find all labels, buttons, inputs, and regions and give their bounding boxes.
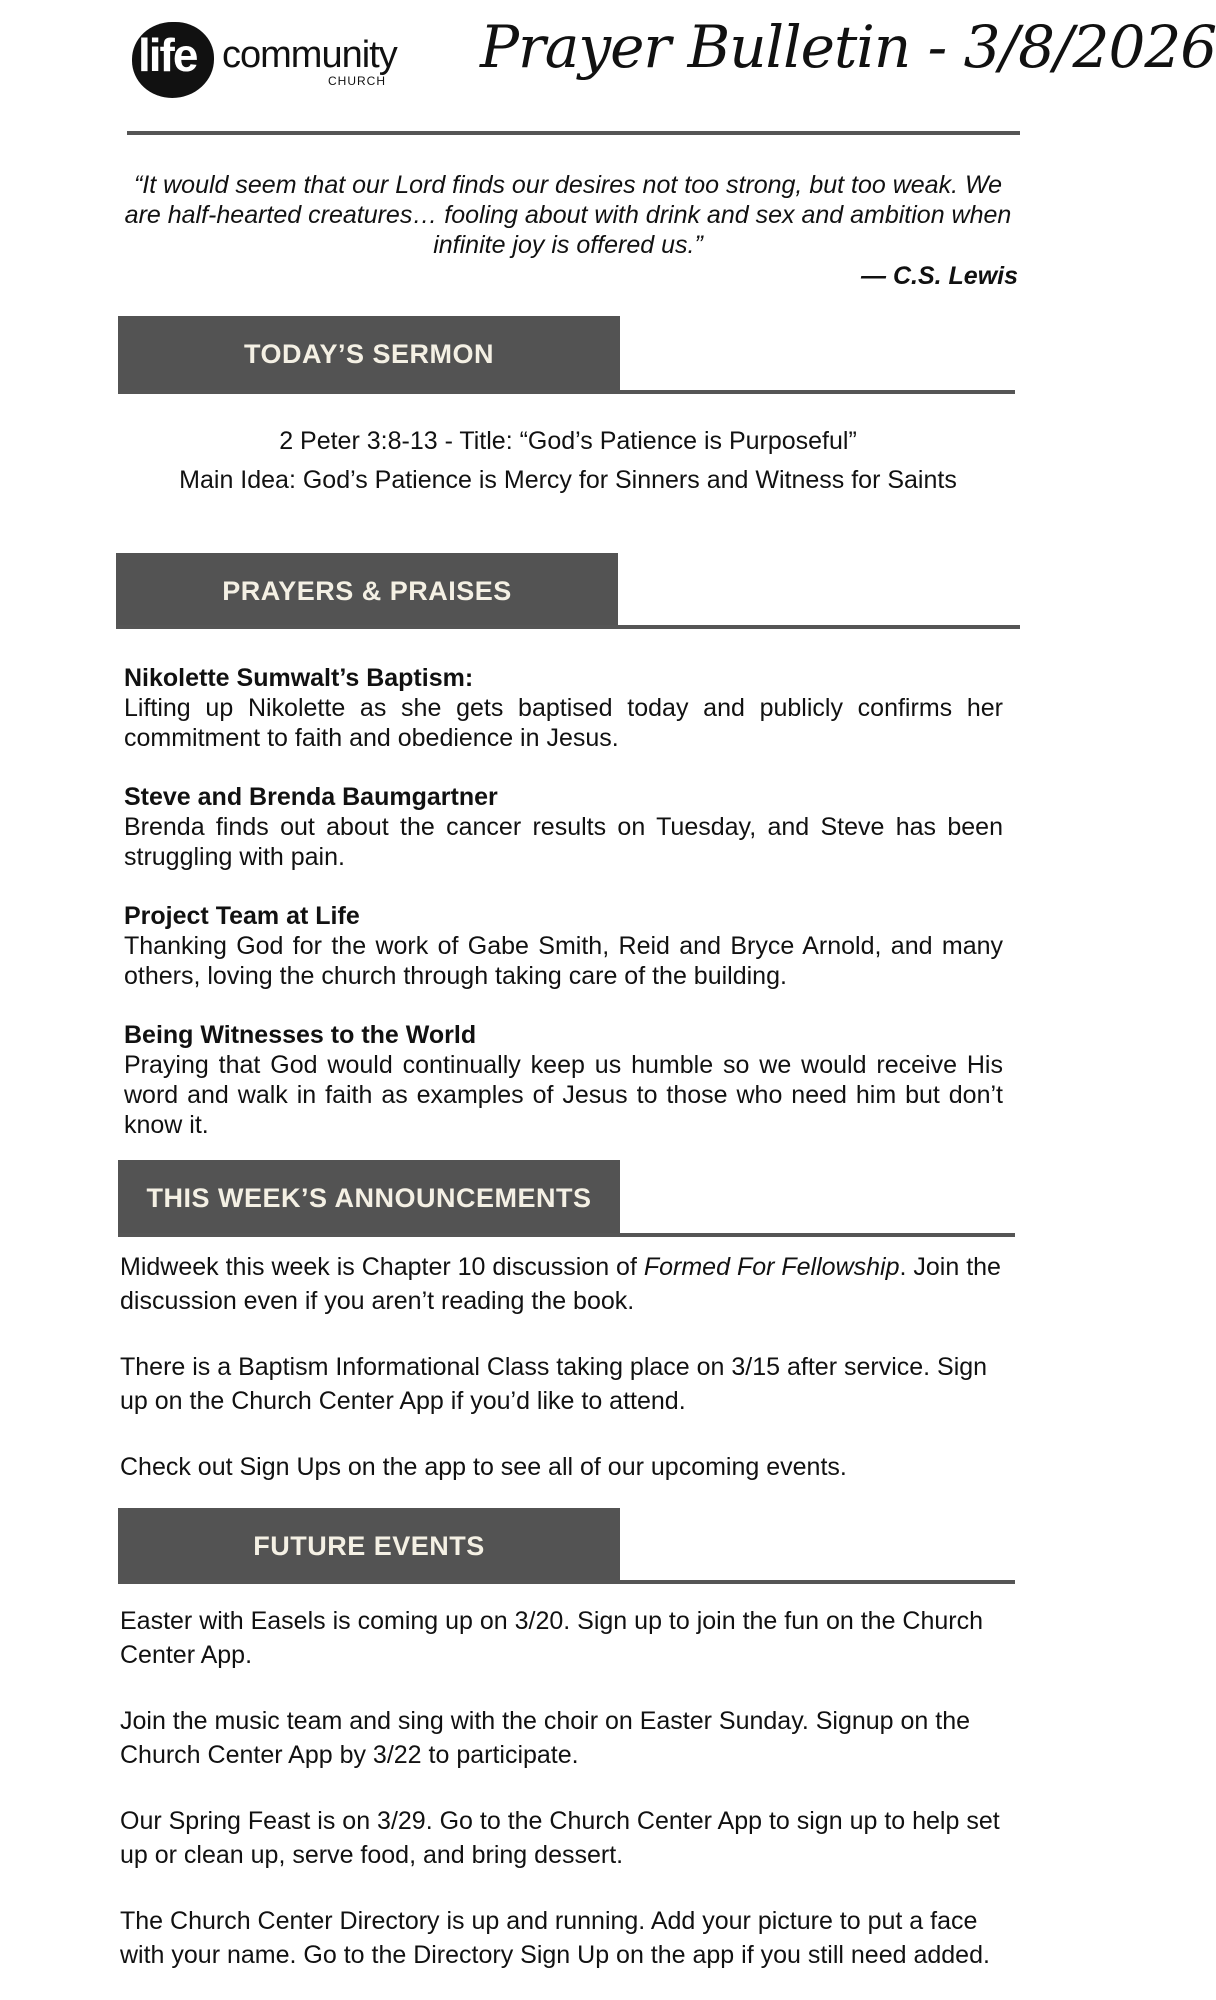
announcements-heading: THIS WEEK’S ANNOUNCEMENTS [118,1160,620,1236]
announcement-text-start: Midweek this week is Chapter 10 discussion of [120,1253,644,1281]
prayer-item [124,1020,1003,1140]
logo-word-church: CHURCH [328,74,386,88]
quote-author: — C.S. Lewis [861,262,1018,290]
prayers-divider [116,625,1020,629]
prayer-item [124,901,1003,991]
announcement-book-title: Formed For Fellowship [643,1253,900,1281]
church-logo [132,20,412,100]
quote-text: “It would seem that our Lord finds our desires not too strong, but too weak. We are half-hearted creatures… fooling about with drink and sex and ambition when infinite joy is offered us.” [124,171,1012,259]
prayer-item-name: Project Team at Life [124,902,360,930]
bulletin-title: Prayer Bulletin - 3/8/2026 [480,13,1216,81]
prayer-item [124,663,1003,753]
header-divider [127,131,1020,135]
event-item: Our Spring Feast is on 3/29. Go to the Church Center App to sign up to help set up or clean up, serve food, and bring dessert. [120,1807,1000,1869]
announcement-item: There is a Baptism Informational Class taking place on 3/15 after service. Sign up on the Church Center App if you’d like to attend. [120,1353,988,1415]
prayer-item-text: Brenda finds out about the cancer results on Tuesday, and Steve has been struggling with pain. [124,813,1003,871]
event-item: The Church Center Directory is up and running. Add your picture to put a face with your name. Go to the Directory Sign Up on the app if you still need added. [120,1907,990,1969]
prayer-item-text: Praying that God would continually keep us humble so we would receive His word and walk in faith as examples of Jesus to those who need him but don’t know it. [124,1051,1003,1139]
future-events-divider [118,1580,1015,1584]
logo-word-community: community [222,34,397,76]
prayers-heading: PRAYERS & PRAISES [116,553,618,629]
announcement-item [120,1250,1020,1318]
announcement-item: Check out Sign Ups on the app to see all of our upcoming events. [120,1453,847,1481]
event-item: Easter with Easels is coming up on 3/20. Sign up to join the fun on the Church Center App. [120,1607,984,1669]
sermon-main-idea: Main Idea: God’s Patience is Mercy for Sinners and Witness for Saints [179,466,957,494]
sermon-divider [118,390,1015,394]
prayer-item-text: Lifting up Nikolette as she gets baptised today and publicly confirms her commitment to faith and obedience in Jesus. [124,694,1003,752]
announcement-text-end: . Join the discussion even if you aren’t reading the book. [120,1253,1001,1315]
announcements-divider [118,1233,1015,1237]
logo-word-life: life [138,29,197,81]
future-events-heading: FUTURE EVENTS [118,1508,620,1584]
prayer-item-name: Steve and Brenda Baumgartner [124,783,498,811]
prayer-item-name: Nikolette Sumwalt’s Baptism: [124,664,474,692]
prayer-item-name: Being Witnesses to the World [124,1021,477,1049]
sermon-passage: 2 Peter 3:8-13 - Title: “God’s Patience is Purposeful” [279,427,857,455]
prayer-item-text: Thanking God for the work of Gabe Smith, Reid and Bryce Arnold, and many others, loving the church through taking care of the building. [124,932,1003,990]
prayer-item [124,782,1003,872]
sermon-heading: TODAY’S SERMON [118,316,620,392]
event-item: Join the music team and sing with the choir on Easter Sunday. Signup on the Church Center App by 3/22 to participate. [120,1707,971,1769]
